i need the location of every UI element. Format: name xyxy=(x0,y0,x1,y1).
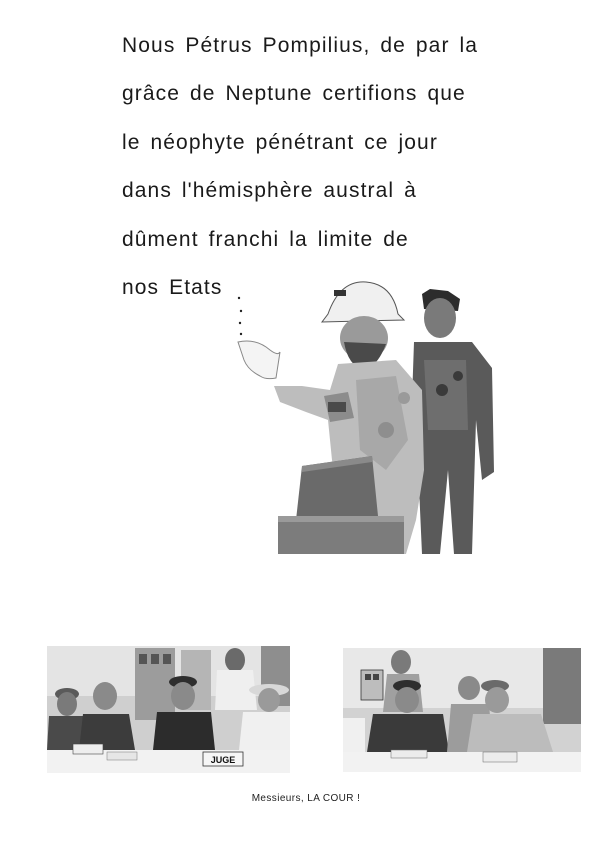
proclamation-line: grâce de Neptune certifions que xyxy=(122,82,466,106)
proclamation-line: le néophyte pénétrant ce jour xyxy=(122,130,438,154)
proclamation-line: nos Etats xyxy=(122,275,223,299)
neophyte-figure xyxy=(412,289,494,554)
court-bench-photo-left xyxy=(47,646,290,773)
court-bench-photo-right xyxy=(343,648,581,772)
photo-caption: Messieurs, LA COUR ! xyxy=(251,793,361,804)
proclamation-line: dans l'hémisphère austral à xyxy=(122,179,417,203)
juge-sign: JUGE xyxy=(210,755,236,765)
proclamation-line: Nous Pétrus Pompilius, de par la xyxy=(122,34,479,57)
neptune-reading-photo xyxy=(236,280,496,554)
proclamation-line: dûment franchi la limite de xyxy=(122,227,409,251)
